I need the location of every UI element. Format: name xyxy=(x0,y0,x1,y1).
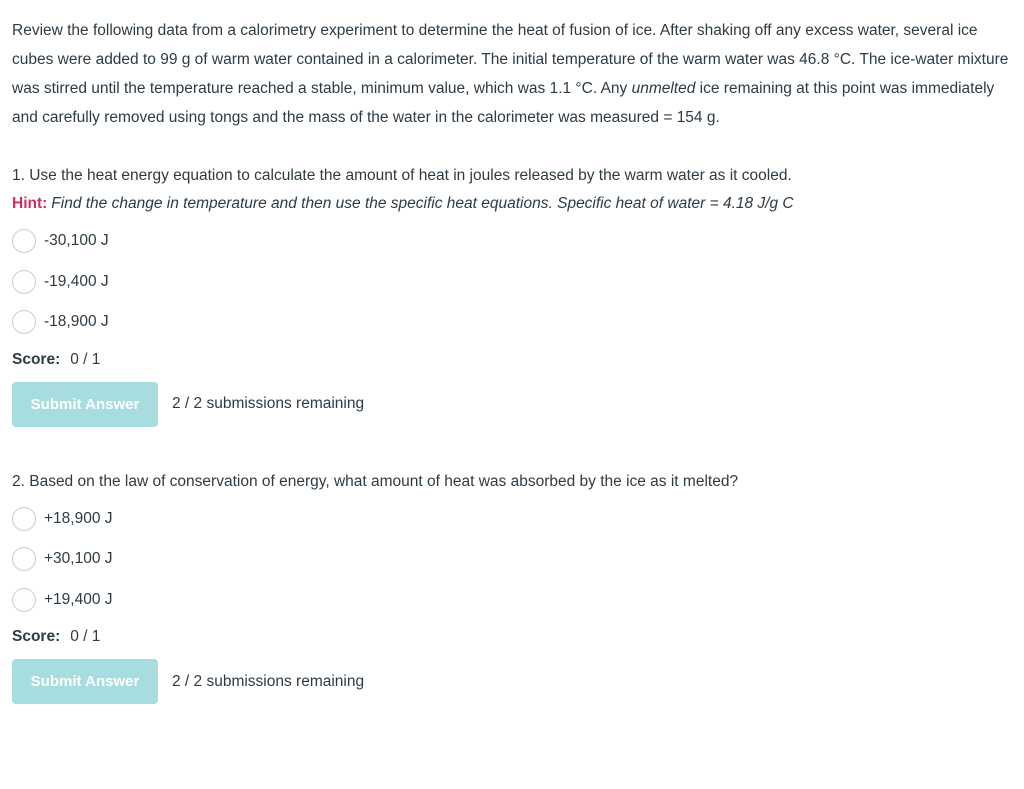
question-1-option-3[interactable] xyxy=(12,302,1012,343)
option-label[interactable]: +30,100 J xyxy=(44,550,113,568)
radio-button[interactable] xyxy=(12,229,36,253)
question-1-option-2[interactable] xyxy=(12,262,1012,303)
radio-button[interactable] xyxy=(12,310,36,334)
radio-button[interactable] xyxy=(12,270,36,294)
question-2-submit-button[interactable]: Submit Answer xyxy=(12,659,158,704)
question-2-option-3[interactable] xyxy=(12,580,1012,621)
submissions-remaining: 2 / 2 submissions remaining xyxy=(172,395,365,412)
option-label[interactable]: +19,400 J xyxy=(44,590,113,608)
question-2-option-1[interactable] xyxy=(12,499,1012,540)
question-1-hint xyxy=(12,193,1012,215)
question-2-option-2[interactable] xyxy=(12,539,1012,580)
option-label[interactable]: +18,900 J xyxy=(44,509,113,527)
option-label[interactable]: -19,400 J xyxy=(44,272,109,290)
question-1 xyxy=(12,165,1012,427)
intro-text-1: Review the following data from a calorimetry experiment to determine the heat of fusion of ice. After shaking off any excess water, several ice cubes were added to 99 g of warm water contained in a calorimeter. The initial temperature of the warm water was 46.8 °C. The ice-water mixture was stirred until the temperature reached a stable, minimum value, which was 1.1 °C. Any xyxy=(12,22,1009,97)
hint-text: Find the change in temperature and then use the specific heat equations. Specific heat of water = 4.18 J/g C xyxy=(51,195,794,212)
option-label[interactable]: -18,900 J xyxy=(44,313,109,331)
question-2 xyxy=(12,471,1012,705)
question-2-score xyxy=(12,626,1012,648)
intro-text-2: ice remaining at this point was immediately and carefully removed using tongs and the mass of the water in the calorimeter was measured = 154 g. xyxy=(12,80,995,126)
score-value: 0 / 1 xyxy=(70,628,101,645)
question-1-submit-button[interactable]: Submit Answer xyxy=(12,382,158,427)
hint-label: Hint: xyxy=(12,195,48,212)
radio-button[interactable] xyxy=(12,547,36,571)
score-label: Score: xyxy=(12,350,61,368)
intro-emphasis: unmelted xyxy=(631,80,696,97)
submissions-remaining: 2 / 2 submissions remaining xyxy=(172,672,365,690)
question-1-option-1[interactable] xyxy=(12,221,1012,262)
intro-paragraph xyxy=(12,16,1012,132)
radio-button[interactable] xyxy=(12,588,36,612)
question-1-score xyxy=(12,349,1012,371)
question-1-submit-row xyxy=(12,382,1012,427)
radio-button[interactable] xyxy=(12,507,36,531)
score-value: 0 / 1 xyxy=(70,350,101,368)
question-2-prompt: 2. Based on the law of conservation of energy, what amount of heat was absorbed by the ice as it melted? xyxy=(12,472,739,490)
option-label[interactable]: -30,100 J xyxy=(44,232,109,250)
question-2-submit-row xyxy=(12,659,1012,704)
score-label: Score: xyxy=(12,628,61,645)
question-1-prompt: 1. Use the heat energy equation to calculate the amount of heat in joules released by the warm water as it cooled. xyxy=(12,167,792,184)
